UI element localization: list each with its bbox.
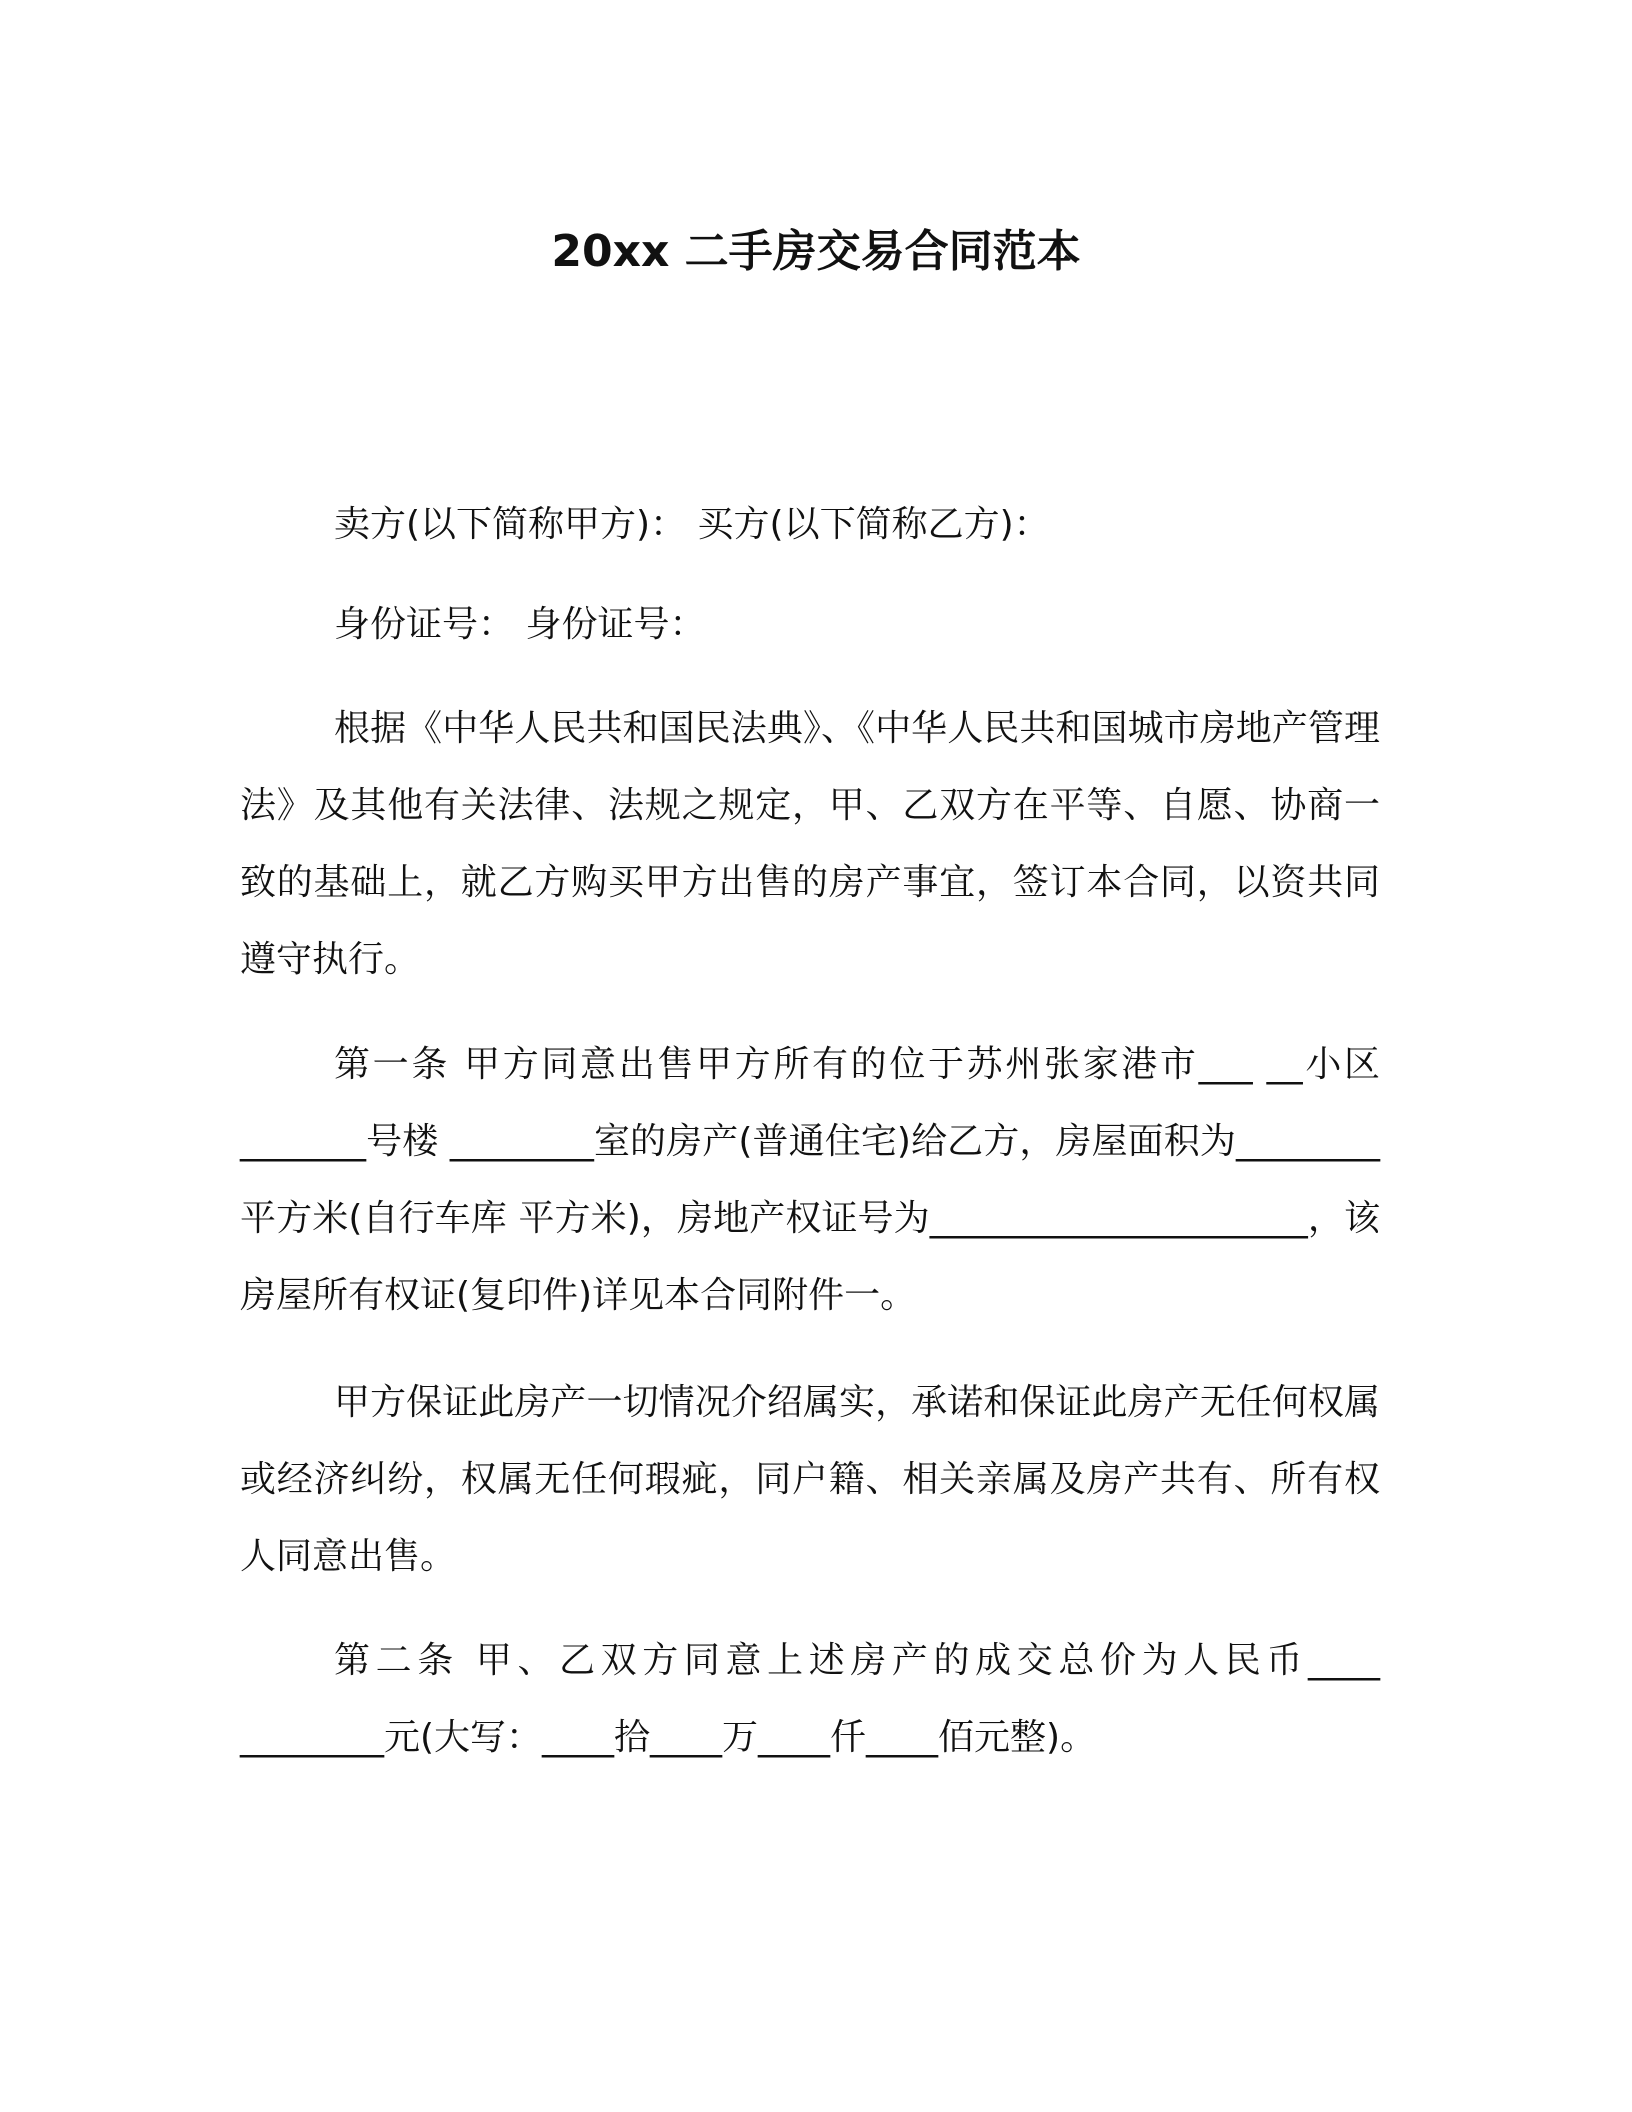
document-title: 20xx 二手房交易合同范本 (551, 226, 1081, 277)
article-one-paragraph: 第一条 甲方同意出售甲方所有的位于苏州张家港市___ __小区_______号楼 ________室的房产(普通住宅)给乙方，房屋面积为________平方米(自行车库 平方米)，房地产权证号为_____________________，该房屋所有权证(复印件)详见本合同附件一。 (240, 1044, 1380, 1316)
seller-guarantee-paragraph: 甲方保证此房产一切情况介绍属实，承诺和保证此房产无任何权属或经济纠纷，权属无任何瑕疵，同户籍、相关亲属及房产共有、所有权人同意出售。 (240, 1382, 1380, 1577)
article-two-paragraph: 第二条 甲、乙双方同意上述房产的成交总价为人民币____ ________元(大写：____拾____万____仟____佰元整)。 (240, 1640, 1380, 1758)
id-number-line: 身份证号： 身份证号： (334, 604, 706, 645)
preamble-paragraph: 根据《中华人民共和国民法典》、《中华人民共和国城市房地产管理法》及其他有关法律、法规之规定，甲、乙双方在平等、自愿、协商一致的基础上，就乙方购买甲方出售的房产事宜，签订本合同，以资共同遵守执行。 (240, 708, 1380, 980)
seller-buyer-line: 卖方(以下简称甲方)： 买方(以下简称乙方)： (334, 504, 1050, 545)
